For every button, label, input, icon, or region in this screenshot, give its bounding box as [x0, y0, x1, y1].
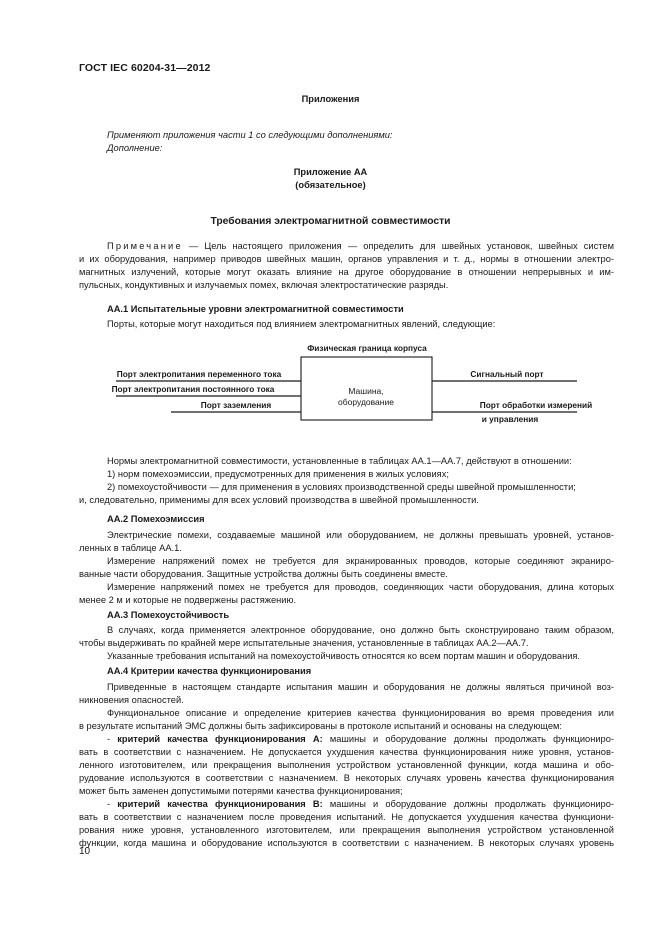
aa4-line: Приведенные в настоящем стандарте испытания машин и оборудования не должны являться причиной воз-: [107, 682, 614, 692]
aa2-line: Электрические помехи, создаваемые машиной или оборудованием, не должны превышать уровней, установ-: [107, 530, 614, 540]
boundary-label: Физическая граница корпуса: [307, 343, 427, 353]
aa3-heading: АА.3 Помехоустойчивость: [107, 610, 230, 620]
aa4-heading: АА.4 Критерии качества функционирования: [107, 666, 312, 676]
dc-port-label: Порт электропитания постоянного тока: [111, 384, 275, 394]
note-line: магнитных излучений, которые могут оказать влияние на другое оборудование в отношении непрерывных и им-: [79, 267, 614, 277]
signal-port-label: Сигнальный порт: [470, 369, 544, 379]
aa2-line: Измерение напряжений помех не требуется для проводов, соединяющих части оборудования, длина которых: [107, 582, 614, 592]
ports-diagram: [0, 335, 661, 430]
criterion-a-label: критерий качества функционирования А:: [117, 734, 323, 744]
page-number: 10: [79, 846, 91, 857]
criterion-b-line: вать в соответствии с назначением после проведения испытаний. Не допускается ухудшения качества функциони-: [79, 812, 614, 822]
note-label: Примечание: [107, 241, 183, 251]
criterion-b-label: критерий качества функционирования В:: [117, 799, 323, 809]
aa3-line: Указанные требования испытаний на помехоустойчивость относятся ко всем портам машин и оборудования.: [107, 651, 581, 661]
aa2-line: ванные части оборудования. Защитные устройства должны быть соединены вместе.: [79, 569, 448, 579]
aa1-intro: Порты, которые могут находиться под влиянием электромагнитных явлений, следующие:: [107, 319, 496, 329]
aa1-heading: АА.1 Испытательные уровни электромагнитной совместимости: [107, 304, 404, 314]
aa2-line: ленных в таблице АА.1.: [79, 543, 182, 553]
aa4-line: в результате испытаний ЭМС должны быть зафиксированы в протоколе испытаний и основаны на следующем:: [79, 721, 562, 731]
machine-label: Машина,: [348, 386, 384, 396]
document-code: ГОСТ IEC 60204-31—2012: [79, 62, 211, 74]
criterion-b-line: функции, когда машина и оборудование используются в соответствии с назначением. В некоторых случаях уровень: [79, 838, 614, 848]
criterion-a-line: может быть заменен допустимыми потерями качества функционирования;: [79, 786, 403, 796]
measurement-port-label: Порт обработки измерений: [479, 400, 593, 410]
earth-port-label: Порт заземления: [200, 400, 272, 410]
annex-title: Приложение АА: [293, 167, 368, 177]
criterion-a-line: рудование используются в соответствии с назначением. В некоторых случаях уровень качества функционирования: [79, 773, 614, 783]
criterion-b-line: - критерий качества функционирования В: машины и оборудование должны продолжать функциониро-: [107, 799, 614, 809]
ac-port-label: Порт электропитания переменного тока: [116, 369, 282, 379]
intro-line: Дополнение:: [107, 143, 163, 153]
machine-label: оборудование: [338, 397, 394, 407]
annex-heading: Требования электромагнитной совместимости: [210, 216, 451, 227]
section-title: Приложения: [301, 94, 360, 104]
aa4-line: Функциональное описание и определение критериев качества функционирования во время проведения или: [107, 708, 614, 718]
intro-line: Применяют приложения части 1 со следующими дополнениями:: [107, 130, 393, 140]
note-line: и их оборудования, например приводов швейных машин, органов управления и т. д., нормы в отношении электро-: [79, 254, 614, 264]
aa3-line: чтобы выдерживать по крайней мере испытательные значения, установленные в таблицах АА.2—АА.7.: [79, 638, 529, 648]
measurement-port-label: и управления: [481, 414, 539, 424]
note-line: пульсных, кондуктивных и излучаемых помех, включая электростатические разряды.: [79, 280, 449, 290]
aa2-line: менее 2 м и которые не подвержены растяжению.: [79, 595, 297, 605]
annex-status: (обязательное): [295, 180, 366, 190]
criterion-a-line: - критерий качества функционирования А: машины и оборудование должны продолжать функциониро-: [107, 734, 614, 744]
aa3-line: В случаях, когда применяется электронное оборудование, оно должно быть сконструировано таким образом,: [107, 625, 614, 635]
aa2-line: Измерение напряжений помех не требуется для экранированных проводов, которые соединяют экраниро-: [107, 556, 614, 566]
criterion-a-line: вать в соответствии с назначением. Не допускается ухудшения качества функционирования ниже уровня, установ-: [79, 747, 614, 757]
criterion-b-line: рования ниже уровня, установленного изготовителем, или прекращения выполнения устройством установленной: [79, 825, 614, 835]
aa4-line: никновения опасностей.: [79, 695, 184, 705]
aa2-heading: АА.2 Помехоэмиссия: [107, 514, 205, 524]
criterion-a-line: ленного изготовителем, или прекращения выполнения устройством установленной функции, когда машина и обо-: [79, 760, 614, 770]
norms-line: 1) норм помехоэмиссии, предусмотренных для применения в жилых условиях;: [107, 469, 449, 479]
norms-line: Нормы электромагнитной совместимости, установленные в таблицах АА.1—АА.7, действуют в отношении:: [107, 456, 572, 466]
note-line: Примечание — Цель настоящего приложения — определить для швейных установок, швейных систем: [107, 241, 614, 251]
norms-line: 2) помехоустойчивости — для применения в условиях производственной среды швейной промышленности;: [107, 482, 576, 492]
norms-line: и, следовательно, применимы для всех условий производства в швейной промышленности.: [79, 495, 479, 505]
